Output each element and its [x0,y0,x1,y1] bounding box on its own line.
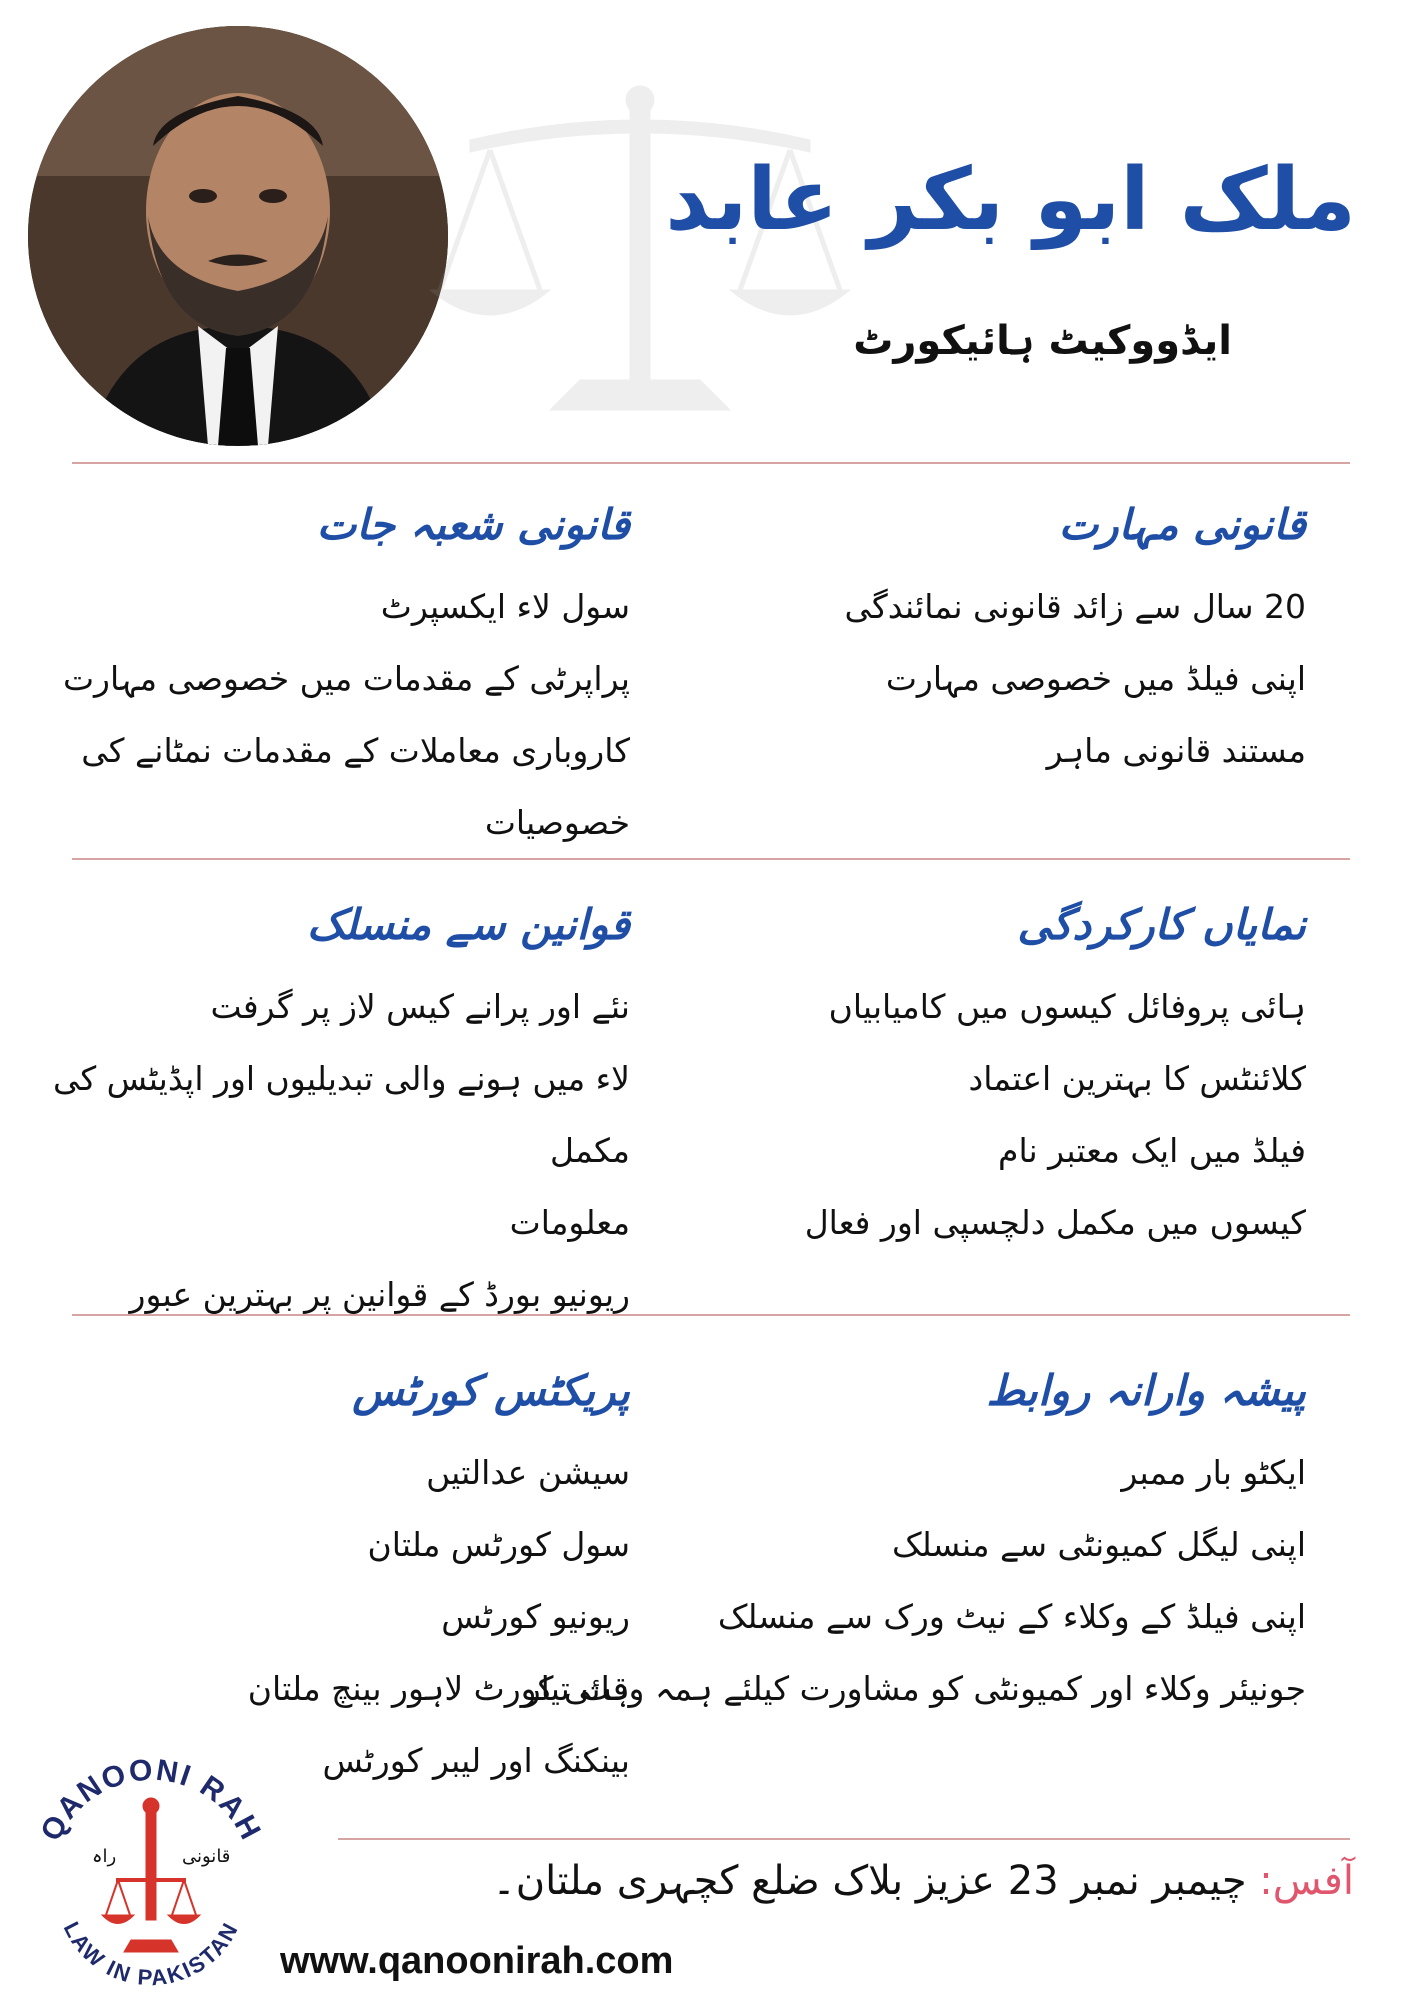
section-laws [30,900,630,1331]
divider [72,462,1350,464]
list-item: کیسوں میں مکمل دلچسپی اور فعال [804,1203,1306,1242]
divider [72,858,1350,860]
list-item: اپنی لیگل کمیونٹی سے منسلک [892,1525,1306,1564]
list-item: ہائی پروفائل کیسوں میں کامیابیاں [828,987,1306,1026]
list-item: کاروباری معاملات کے مقدمات نمٹانے کی [81,731,630,770]
lawyer-name: ملک ابو بکر عابد [665,150,1356,250]
list-item: اپنی فیلڈ میں خصوصی مہارت [885,659,1306,698]
list-item: 20 سال سے زائد قانونی نمائندگی [844,587,1306,626]
section-legal-expertise [845,500,1306,787]
logo-top-text: QANOONI RAH [34,1753,268,1847]
office-address [492,1858,1354,1904]
list-item: ہائی کورٹ لاہور بینچ ملتان [247,1669,630,1708]
profile-photo [28,26,448,446]
divider [338,1838,1350,1840]
logo-urdu-left: قانونی [182,1846,231,1867]
list-item: ریونیو بورڈ کے قوانین پر بہترین عبور [129,1275,630,1314]
section-heading: قوانین سے منسلک [307,900,630,949]
logo-urdu-right: راہ [92,1846,117,1867]
section-heading: نمایاں کارکردگی [1017,900,1306,949]
list-item: مستند قانونی ماہر [1046,731,1306,770]
list-item: سیشن عدالتیں [426,1453,630,1492]
section-performance [805,900,1306,1259]
list-item: سول کورٹس ملتان [367,1525,630,1564]
office-address-text: چیمبر نمبر 23 عزیز بلاک ضلع کچہری ملتان۔ [492,1858,1247,1904]
svg-text:LAW IN PAKISTAN [59,1918,244,1990]
website-link[interactable]: www.qanoonirah.com [280,1940,674,1982]
list-item: اپنی فیلڈ کے وکلاء کے نیٹ ورک سے منسلک [717,1597,1306,1636]
list-item: معلومات [509,1203,630,1242]
list-item: سول لاء ایکسپرٹ [380,587,630,626]
divider [72,1314,1350,1316]
lawyer-title: ایڈووکیٹ ہائیکورٹ [853,318,1232,364]
qanooni-rah-logo [26,1740,276,1990]
section-heading: قانونی مہارت [1058,500,1306,549]
section-heading: پیشہ وارانہ روابط [986,1366,1306,1415]
list-item: کلائنٹس کا بہترین اعتماد [968,1059,1306,1098]
section-legal-departments [30,500,630,859]
list-item: خصوصیات [484,803,630,842]
list-item: ایکٹو بار ممبر [1121,1453,1306,1492]
list-item: لاء میں ہونے والی تبدیلیوں اور اپڈیٹس کی مکمل [52,1059,630,1170]
section-practice-courts [248,1366,630,1797]
list-item: فیلڈ میں ایک معتبر نام [998,1131,1306,1170]
office-label: آفس: [1259,1858,1354,1904]
section-heading: پریکٹس کورٹس [352,1366,630,1415]
section-heading: قانونی شعبہ جات [316,500,630,549]
list-item: پراپرٹی کے مقدمات میں خصوصی مہارت [62,659,630,698]
list-item: بینکنگ اور لیبر کورٹس [322,1741,630,1780]
scales-watermark-icon [430,80,850,440]
list-item: نئے اور پرانے کیس لاز پر گرفت [210,987,630,1026]
list-item: ریونیو کورٹس [441,1597,630,1636]
section-professional-relations [525,1366,1306,1725]
logo-bottom-text: LAW IN PAKISTAN [58,1917,244,1990]
list-item: جونیئر وکلاء اور کمیونٹی کو مشاورت کیلئے ہمہ وقت تیار [524,1669,1306,1708]
